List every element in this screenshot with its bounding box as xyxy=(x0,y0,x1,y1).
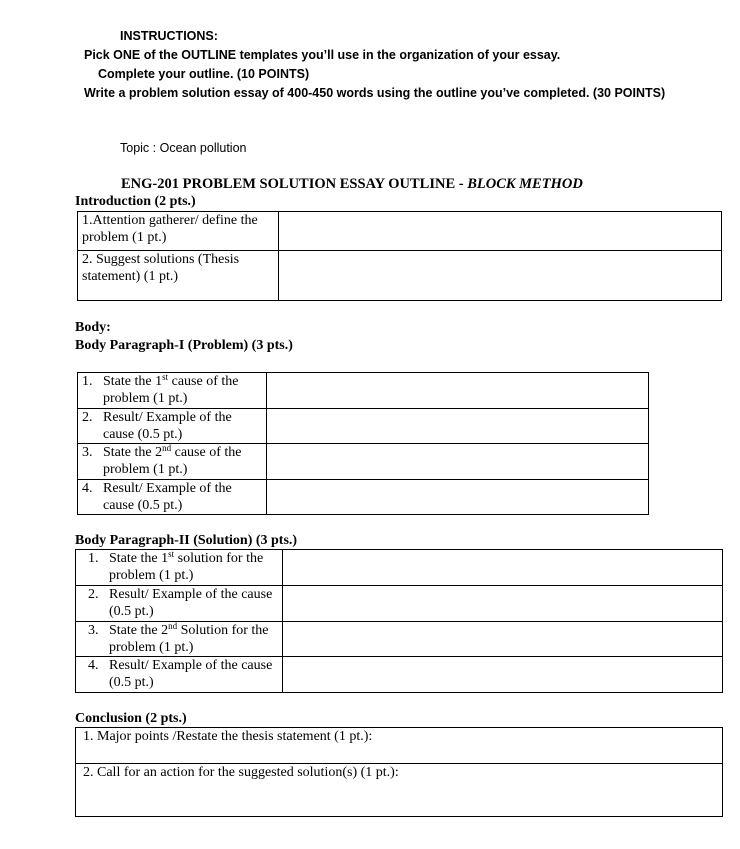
p2-answer-2[interactable] xyxy=(283,586,723,622)
table-row xyxy=(76,550,723,586)
p1-answer-1[interactable] xyxy=(267,373,649,409)
item-text: Result/ Example of the cause (0.5 pt.) xyxy=(103,481,232,513)
table-row xyxy=(78,480,649,515)
introduction-answer-2[interactable] xyxy=(279,251,722,301)
table-row[interactable] xyxy=(76,764,723,817)
item-text: State the 2 xyxy=(103,445,163,460)
introduction-table xyxy=(77,211,722,301)
topic-line xyxy=(120,141,247,155)
item-text-tail: solution for the problem (1 pt.) xyxy=(109,551,264,583)
table-row xyxy=(76,622,723,657)
p2-answer-3[interactable] xyxy=(283,622,723,657)
table-row xyxy=(76,586,723,622)
instructions-line-2: Complete your outline. (10 POINTS) xyxy=(98,67,310,81)
item-sup: nd xyxy=(168,621,178,631)
body-paragraph-1-table xyxy=(77,372,649,515)
topic-value: Ocean pollution xyxy=(159,141,247,155)
table-row[interactable] xyxy=(76,728,723,764)
instructions-heading: INSTRUCTIONS: xyxy=(120,29,218,43)
p1-prompt-2 xyxy=(78,409,267,444)
item-number: 4. xyxy=(82,481,93,496)
item-text: Result/ Example of the cause (0.5 pt.) xyxy=(109,587,273,619)
item-sup: nd xyxy=(162,443,172,453)
table-row xyxy=(78,251,722,301)
table-row xyxy=(78,444,649,480)
item-text-tail: cause of the problem (1 pt.) xyxy=(103,445,242,477)
outline-title-main: ENG-201 PROBLEM SOLUTION ESSAY OUTLINE - xyxy=(121,176,468,192)
item-text: Result/ Example of the cause (0.5 pt.) xyxy=(103,410,232,442)
body-paragraph-2-heading: Body Paragraph-II (Solution) (3 pts.) xyxy=(75,533,298,548)
introduction-heading: Introduction (2 pts.) xyxy=(75,194,196,209)
item-sup: st xyxy=(162,372,169,382)
item-text: State the 1 xyxy=(109,551,169,566)
item-number: 2. xyxy=(82,410,93,425)
table-row xyxy=(78,212,722,251)
conclusion-prompt-1[interactable]: 1. Major points /Restate the thesis statement (1 pt.): xyxy=(76,728,723,764)
outline-title xyxy=(121,176,583,193)
p1-answer-4[interactable] xyxy=(267,480,649,515)
p1-answer-2[interactable] xyxy=(267,409,649,444)
p1-prompt-4 xyxy=(78,480,267,515)
instructions-line-3: Write a problem solution essay of 400-450 words using the outline you’ve completed. (30 POINTS) xyxy=(84,86,666,100)
item-text-tail: Solution for the problem (1 pt.) xyxy=(109,623,269,655)
item-number: 2. xyxy=(88,587,99,602)
p1-answer-3[interactable] xyxy=(267,444,649,480)
introduction-answer-1[interactable] xyxy=(279,212,722,251)
table-row xyxy=(78,373,649,409)
item-sup: st xyxy=(168,549,175,559)
p1-prompt-3 xyxy=(78,444,267,480)
p2-prompt-2 xyxy=(76,586,283,622)
item-text: State the 2 xyxy=(109,623,169,638)
item-number: 3. xyxy=(82,445,93,460)
instructions-line-1: Pick ONE of the OUTLINE templates you’ll use in the organization of your essay. xyxy=(84,48,561,62)
table-row xyxy=(78,409,649,444)
body-heading: Body: xyxy=(75,320,111,335)
p2-answer-4[interactable] xyxy=(283,657,723,693)
item-text: State the 1 xyxy=(103,374,163,389)
introduction-prompt-2: 2. Suggest solutions (Thesis statement) (1 pt.) xyxy=(78,251,279,301)
conclusion-prompt-2[interactable]: 2. Call for an action for the suggested solution(s) (1 pt.): xyxy=(76,764,723,817)
item-number: 1. xyxy=(82,374,93,389)
p2-prompt-1 xyxy=(76,550,283,586)
p2-answer-1[interactable] xyxy=(283,550,723,586)
item-number: 4. xyxy=(88,658,99,673)
body-paragraph-2-table xyxy=(75,549,723,693)
p2-prompt-3 xyxy=(76,622,283,657)
table-row xyxy=(76,657,723,693)
item-number: 1. xyxy=(88,551,99,566)
topic-label: Topic : xyxy=(120,141,157,155)
conclusion-table xyxy=(75,727,723,817)
p1-prompt-1 xyxy=(78,373,267,409)
p2-prompt-4 xyxy=(76,657,283,693)
item-text: Result/ Example of the cause (0.5 pt.) xyxy=(109,658,273,690)
outline-title-method: BLOCK METHOD xyxy=(467,176,583,192)
item-number: 3. xyxy=(88,623,99,638)
body-paragraph-1-heading: Body Paragraph-I (Problem) (3 pts.) xyxy=(75,338,293,353)
item-text-tail: cause of the problem (1 pt.) xyxy=(103,374,239,406)
introduction-prompt-1: 1.Attention gatherer/ define the problem (1 pt.) xyxy=(78,212,279,251)
conclusion-heading: Conclusion (2 pts.) xyxy=(75,711,187,726)
